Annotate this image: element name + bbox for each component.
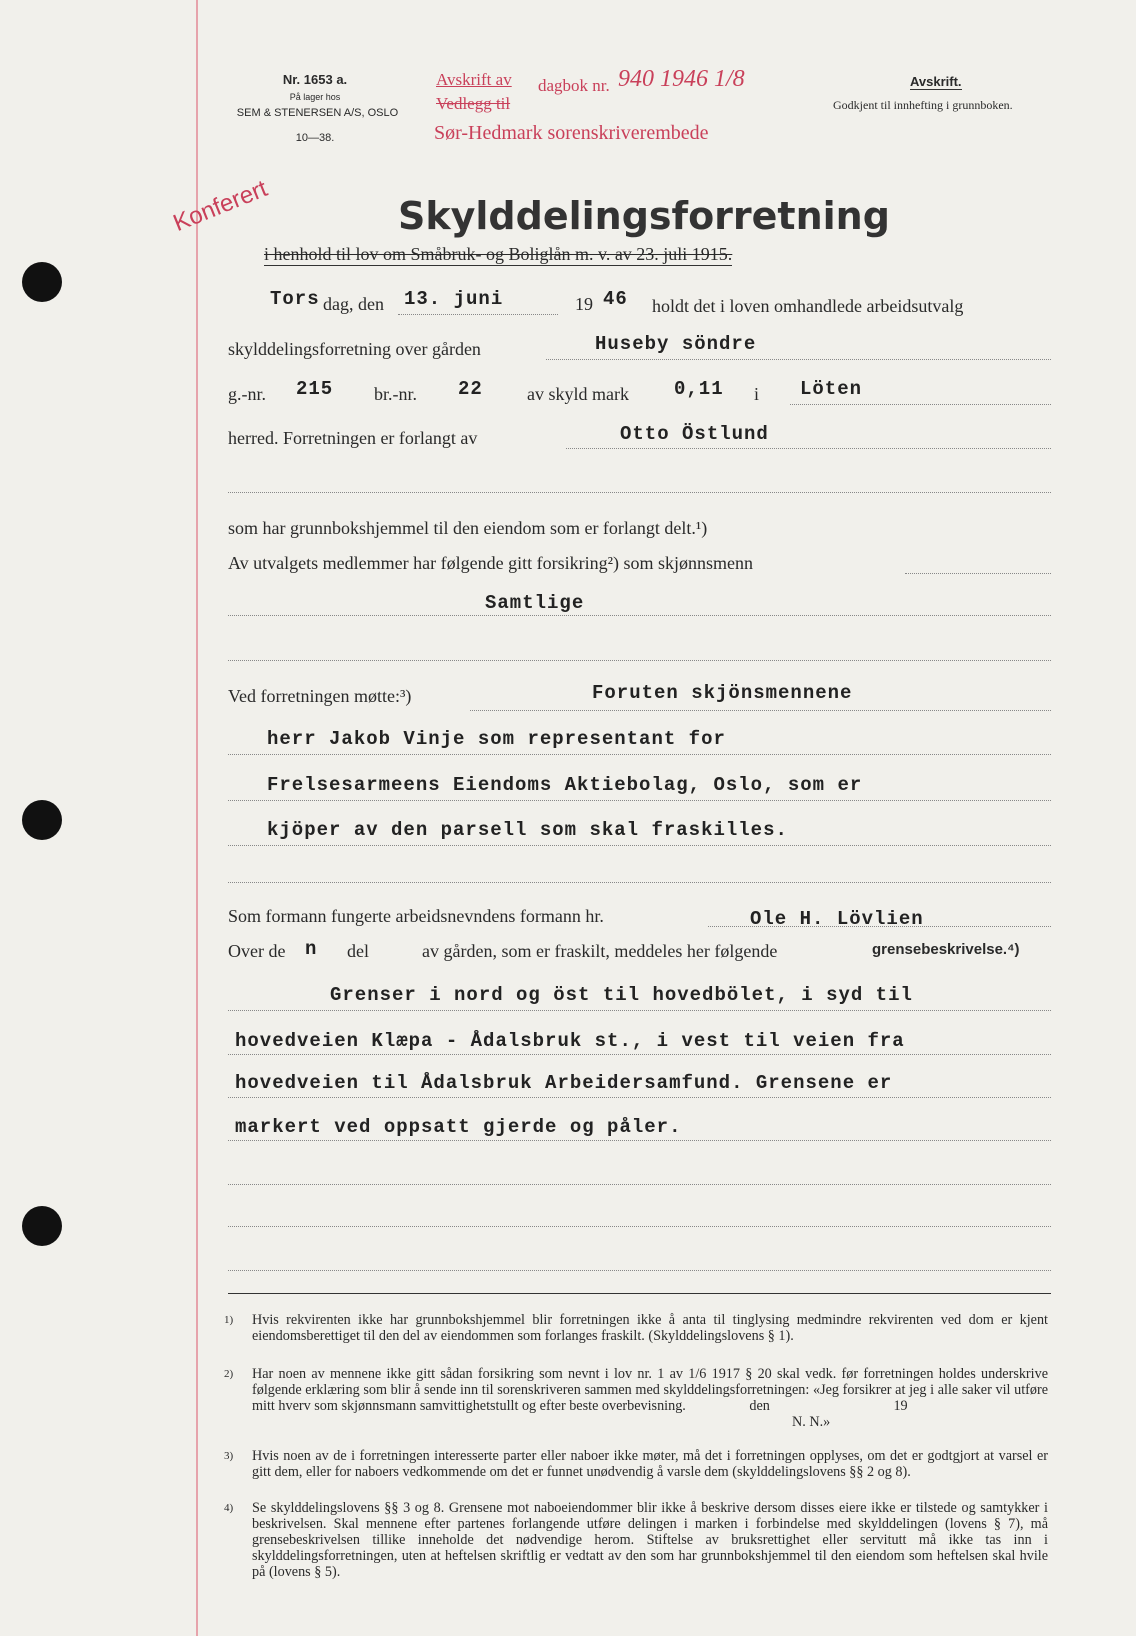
day-field: Tors xyxy=(270,288,320,310)
farm-field: Huseby söndre xyxy=(595,333,757,355)
handwritten-reference: 940 1946 1/8 xyxy=(618,66,745,92)
punch-hole xyxy=(22,262,62,302)
municipality-field: Löten xyxy=(800,378,863,400)
label: del xyxy=(347,941,369,961)
punch-hole xyxy=(22,1206,62,1246)
year-field: 46 xyxy=(603,288,628,310)
label: skylddelingsforretning over gården xyxy=(228,339,481,359)
label: dag, den xyxy=(323,294,384,314)
label: g.-nr. xyxy=(228,384,266,404)
konferert-stamp: Konferert xyxy=(169,175,272,238)
bnr-field: 22 xyxy=(458,378,483,400)
present-line: Frelsesarmeens Eiendoms Aktiebolag, Oslo, som er xyxy=(267,774,863,796)
chairman-field: Ole H. Lövlien xyxy=(750,908,924,930)
label: herred. Forretningen er forlangt av xyxy=(228,428,478,448)
label: 19 xyxy=(575,294,593,314)
footnote-3 xyxy=(224,1448,1048,1480)
skyld-field: 0,11 xyxy=(674,378,724,400)
label: Over de xyxy=(228,941,286,961)
label: grensebeskrivelse.⁴) xyxy=(872,941,1020,958)
stamp-avskrift-av: Avskrift av xyxy=(436,70,512,89)
footnote-number: 4) xyxy=(224,1502,234,1514)
label: av skyld mark xyxy=(527,384,629,404)
printer-date: 10—38. xyxy=(295,132,335,144)
boundary-line: hovedveien Klæpa - Ådalsbruk st., i vest til veien fra xyxy=(235,1030,905,1052)
present-line: kjöper av den parsell som skal fraskilles. xyxy=(267,819,788,841)
footnote-text: Hvis noen av de i forretningen interesserte parter eller naboer ikke møter, må det i forretningen opplyses, om det er godtgjort at varsel er gitt dem, eller for naboers vedkommende om det er funnet unødvendig å varsle dem (skylddelingslovens §§ 2 og 8). xyxy=(252,1448,1048,1480)
stamp-vedlegg: Vedlegg til xyxy=(436,94,511,113)
label: av gården, som er fraskilt, meddeles her følgende xyxy=(422,941,778,961)
avskrift-label: Avskrift. xyxy=(910,74,962,89)
margin-line xyxy=(196,0,198,1636)
footnote-number: 1) xyxy=(224,1314,234,1326)
footnote-den: den xyxy=(749,1398,770,1414)
label: Ved forretningen møtte:³) xyxy=(228,686,412,706)
document-title: Skylddelingsforretning xyxy=(398,194,890,238)
boundary-line: markert ved oppsatt gjerde og påler. xyxy=(235,1116,682,1138)
footnote-number: 3) xyxy=(224,1450,234,1462)
form-number: Nr. 1653 a. xyxy=(282,72,348,87)
document-subtitle: i henhold til lov om Småbruk- og Boliglån m. v. av 23. juli 1915. xyxy=(264,244,733,264)
footnote-text: Hvis rekvirenten ikke har grunnbokshjemmel blir forretningen ikke å anta til tinglysing medmindre rekvirenten ved dom er kjent eiendomsberettiget til den del av eiendommen som forlanges fraskilt. (Skylddelingslovens § 1). xyxy=(252,1312,1048,1344)
boundary-line: Grenser i nord og öst til hovedbölet, i syd til xyxy=(330,984,913,1006)
printer-name: SEM & STENERSEN A/S, OSLO xyxy=(236,107,399,119)
footnote-divider xyxy=(228,1293,1051,1294)
footnote-text: Har noen av mennene ikke gitt sådan forsikring som nevnt i lov nr. 1 av 1/6 1917 § 20 skal vedk. før forretningen holdes underskrive følgende erklæring som blir å sende inn til sorenskriveren sammen med skylddelingsforretningen: «Jeg forsikrer at jeg i alle saker vil utføre mitt hverv som skjønnsmann samvittighetstullt og efter beste overbevisning. xyxy=(252,1366,1048,1414)
footnote-2 xyxy=(224,1366,1048,1430)
footnote-number: 2) xyxy=(224,1368,234,1380)
footnote-1 xyxy=(224,1312,1048,1344)
footnote-4 xyxy=(224,1500,1048,1580)
boundary-line: hovedveien til Ådalsbruk Arbeidersamfund. Grensene er xyxy=(235,1072,893,1094)
present-line: herr Jakob Vinje som representant for xyxy=(267,728,726,750)
label: Av utvalgets medlemmer har følgende gitt forsikring²) som skjønnsmenn xyxy=(228,553,753,573)
printer-line: På lager hos xyxy=(289,92,341,102)
label: i xyxy=(754,384,760,404)
date-field: 13. juni xyxy=(404,288,504,310)
stamp-dagbok: dagbok nr. xyxy=(538,76,610,95)
footnote-text: Se skylddelingslovens §§ 3 og 8. Grensene mot naboeiendommer blir ikke å beskrive dersom disses eiere ikke er tilstede og samtykker i beskrivelsen. Skal mennene efter partenes forlangende utføre delingen i marken i forbindelse med skylddelingen (lovens § 7), må grensebeskrivelsen tillike inneholde det nødvendige herom. Stiftelse av bruksrettighet eller servitutt må ikke tas inn i skylddelingsforretningen, uten at heftelsen skriftlig er vedtatt av den som har grunnbokshjemmel til den eiendom som heftelsen skal hvile på (lovens § 5). xyxy=(252,1500,1048,1580)
over-field: n xyxy=(305,938,318,960)
footnote-signature: N. N.» xyxy=(792,1414,831,1430)
stamp-court: Sør-Hedmark sorenskriverembede xyxy=(434,122,709,144)
requested-by-field: Otto Östlund xyxy=(620,423,769,445)
punch-hole xyxy=(22,800,62,840)
members-field: Samtlige xyxy=(485,592,585,614)
gnr-field: 215 xyxy=(296,378,334,400)
avskrift-sub: Godkjent til innhefting i grunnboken. xyxy=(833,98,1013,112)
label: holdt det i loven omhandlede arbeidsutvalg xyxy=(652,296,964,316)
label: br.-nr. xyxy=(374,384,417,404)
label: Som formann fungerte arbeidsnevndens formann hr. xyxy=(228,906,604,926)
present-line: Foruten skjönsmennene xyxy=(592,682,853,704)
label: som har grunnbokshjemmel til den eiendom som er forlangt delt.¹) xyxy=(228,518,708,538)
footnote-year: 19 xyxy=(893,1398,908,1414)
